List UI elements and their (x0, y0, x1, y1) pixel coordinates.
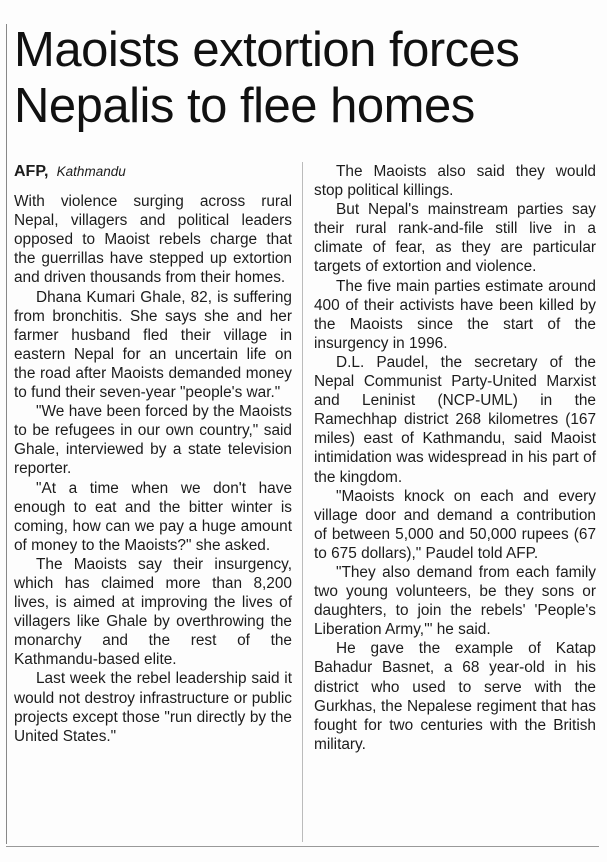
paragraph: "At a time when we don't have enough to eat and the bitter winter is coming, how can we pay a huge amount of money to the Maoists?" she asked. (14, 479, 292, 554)
byline (14, 162, 292, 181)
paragraph: "Maoists knock on each and every village door and demand a contribution of between 5,000 and 50,000 rupees (67 to 675 dollars)," Paudel told AFP. (314, 487, 596, 562)
column-divider (302, 162, 303, 842)
byline-agency: AFP, (14, 163, 49, 180)
paragraph: The five main parties estimate around 400 of their activists have been killed by the Maoists since the start of the insurgency in 1996. (314, 277, 596, 352)
paragraph: The Maoists also said they would stop political killings. (314, 163, 596, 200)
paragraph: With violence surging across rural Nepal, villagers and political leaders opposed to Maoist rebels charge that the guerrillas have stepped up extortion and driven thousands from their homes. (14, 193, 292, 287)
paragraph: But Nepal's mainstream parties say their rural rank-and-file still live in a climate of fear, as they are particular targets of extortion and violence. (314, 201, 596, 276)
paragraph: He gave the example of Katap Bahadur Basnet, a 68 year-old in his district who used to serve with the Gurkhas, the Nepalese regiment that has fought for two centuries with the British military. (314, 640, 596, 753)
paragraph: "We have been forced by the Maoists to be refugees in our own country," said Ghale, interviewed by a state television reporter. (14, 403, 292, 478)
headline-line-2: Nepalis to flee homes (14, 79, 475, 133)
headline (14, 22, 599, 134)
paragraph: "They also demand from each family two young volunteers, be they sons or daughters, to join the rebels' 'People's Liberation Army,'" he said. (314, 563, 596, 639)
article-column-right (314, 162, 596, 754)
paragraph: The Maoists say their insurgency, which has claimed more than 8,200 lives, is aimed at improving the lives of villagers like Ghale by overthrowing the monarchy and the rest of the Kathmandu-based elite. (14, 555, 292, 669)
bottom-border-rule (6, 846, 599, 847)
paragraph: Dhana Kumari Ghale, 82, is suffering from bronchitis. She says she and her farmer husband fled their village in eastern Nepal for an uncertain life on the road after Maoists demanded money to fund their seven-year "people's war." (14, 288, 292, 402)
paragraph: Last week the rebel leadership said it would not destroy infrastructure or public projects except those "run directly by the United States." (14, 670, 292, 745)
paragraph: D.L. Paudel, the secretary of the Nepal Communist Party-United Marxist and Leninist (NCP-UML) in the Ramechhap district 268 kilometres (167 miles) east of Kathmandu, said Maoist intimidation was widespread in his part of the kingdom. (314, 353, 596, 486)
byline-place: Kathmandu (56, 164, 126, 179)
left-border-rule (6, 24, 7, 844)
article-column-left (14, 162, 292, 746)
headline-line-1: Maoists extortion forces (14, 23, 520, 77)
